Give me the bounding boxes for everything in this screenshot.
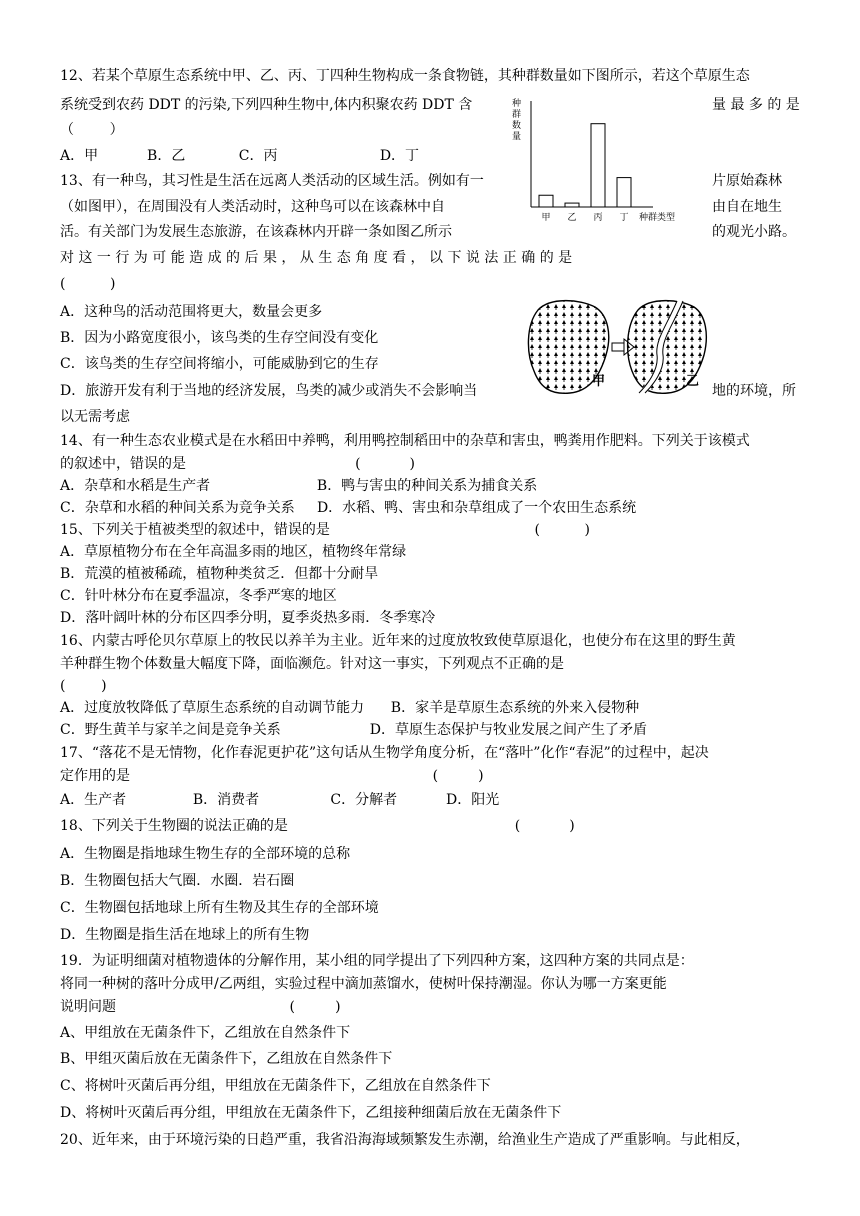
q17-line-2: 定作用的是 ( ) [60,768,484,784]
q13-line-1: 13、有一种鸟，其习性是生活在远离人类活动的区域生活。例如有一 [60,173,484,189]
population-bar-chart [505,92,705,224]
q14-line-2: 的叙述中，错误的是 ( ) [60,456,415,472]
q16-line-2: 羊种群生物个体数量大幅度下降，面临濒危。针对这一事实，下列观点不正确的是 [60,656,564,672]
q18-line-1: 18、下列关于生物圈的说法正确的是 ( ) [60,818,575,834]
q12-line-2-right: 量 最 多 的 是 [712,97,800,113]
q16-line-3: ( ) [60,678,107,694]
forest-svg [520,295,710,400]
y-axis-label-char: 数 [512,121,522,131]
q14-line-1: 14、有一种生态农业模式是在水稻田中养鸭，利用鸭控制稻田中的杂草和害虫，鸭粪用作肥料。下列关于该模式 [60,433,750,449]
q19-line-1: 19．为证明细菌对植物遗体的分解作用，某小组的同学提出了下列四种方案，这四种方案的共同点是： [60,953,694,969]
q13-option-b: B．因为小路宽度很小，该鸟类的生存空间没有变化 [60,330,379,346]
x-tick-label: 乙 [567,213,577,223]
q12-options: A．甲 B．乙 C．丙 D．丁 [60,148,420,164]
x-axis-label: 种群类型 [639,213,676,223]
q18-option-b: B．生物圈包括大气圈．水圈．岩石圈 [60,873,295,889]
q15-option-d: D．落叶阔叶林的分布区四季分明，夏季炎热多雨．冬季寒冷 [60,610,436,626]
q13-option-d: D．旅游开发有利于当地的经济发展，鸟类的减少或消失不会影响当 [60,383,478,399]
x-tick-label: 丁 [619,213,629,223]
q15-line-1: 15、下列关于植被类型的叙述中，错误的是 ( ) [60,522,590,538]
q12-line-1: 12、若某个草原生态系统中甲、乙、丙、丁四种生物构成一条食物链，其种群数量如下图所示，若这个草原生态 [60,68,750,84]
forest-label-b: 乙 [686,374,700,389]
q13-line-2: （如图甲），在周围没有人类活动时，这种鸟可以在该森林中自 [60,199,445,215]
chart-svg [505,92,705,224]
q19-option-a: A、甲组放在无菌条件下，乙组放在自然条件下 [60,1025,351,1041]
q15-option-b: B．荒漠的植被稀疏，植物种类贫乏．但都十分耐旱 [60,566,379,582]
bar-丙 [591,124,605,207]
q13-option-d-cont: 以无需考虑 [60,409,130,425]
q19-option-b: B、甲组灭菌后放在无菌条件下，乙组放在自然条件下 [60,1051,393,1067]
bar-乙 [565,203,579,207]
q14-options-cd: C．杂草和水稻的种间关系为竞争关系 D．水稻、鸭、害虫和杂草组成了一个农田生态系统 [60,500,637,516]
q13-option-d-right: 地的环境，所 [712,383,796,399]
y-axis-label-char: 种 [512,99,522,109]
q16-line-1: 16、内蒙古呼伦贝尔草原上的牧民以养羊为主业。近年来的过度放牧致使草原退化，也使分布在这里的野生黄 [60,633,736,649]
x-tick-label: 甲 [541,213,551,223]
q13-option-c: C．该鸟类的生存空间将缩小，可能威胁到它的生存 [60,356,379,372]
q12-line-2: 系统受到农药 DDT 的污染,下列四种生物中,体内积聚农药 DDT 含 [60,97,473,113]
x-tick-label: 丙 [593,213,603,223]
q19-line-2: 将同一种树的落叶分成甲/乙两组，实验过程中滴加蒸馏水，使树叶保持潮湿。你认为哪一方案更能 [60,976,667,992]
q17-line-1: 17、“落花不是无情物，化作春泥更护花”这句话从生物学角度分析，在“落叶”化作“春泥”的过程中，起决 [60,745,709,761]
q20-line-1: 20、近年来，由于环境污染的日趋严重，我省沿海海域频繁发生赤潮，给渔业生产造成了严重影响。与此相反， [60,1132,750,1148]
q15-option-a: A．草原植物分布在全年高温多雨的地区，植物终年常绿 [60,544,407,560]
q13-line-3: 活。有关部门为发展生态旅游，在该森林内开辟一条如图乙所示 [60,224,452,240]
forest-label-a: 甲 [592,374,606,389]
q18-option-a: A．生物圈是指地球生物生存的全部环境的总称 [60,846,351,862]
q13-line-2-right: 由自在地生 [712,199,782,215]
q19-option-d: D、将树叶灭菌后再分组，甲组放在无菌条件下，乙组接种细菌后放在无菌条件下 [60,1105,562,1121]
q13-line-4: 对 这 一 行 为 可 能 造 成 的 后 果 ， 从 生 态 角 度 看 ， 以 下 说 法 正 确 的 是 [60,250,573,266]
y-axis-label-char: 量 [512,132,522,142]
q18-option-c: C．生物圈包括地球上所有生物及其生存的全部环境 [60,900,379,916]
q12-line-3: （ ） [60,122,124,138]
q18-option-d: D．生物圈是指生活在地球上的所有生物 [60,927,310,943]
q19-option-c: C、将树叶灭菌后再分组，甲组放在无菌条件下，乙组放在自然条件下 [60,1078,491,1094]
bar-丁 [617,178,631,207]
q14-options-ab: A．杂草和水稻是生产者 B．鸭与害虫的种间关系为捕食关系 [60,478,538,494]
q17-options: A．生产者 B．消费者 C．分解者 D．阳光 [60,792,500,808]
q13-line-3-right: 的观光小路。 [712,224,796,240]
q13-line-1-right: 片原始森林 [712,173,782,189]
q15-option-c: C．针叶林分布在夏季温凉，冬季严寒的地区 [60,588,337,604]
q16-options-cd: C．野生黄羊与家羊之间是竞争关系 D．草原生态保护与牧业发展之间产生了矛盾 [60,722,647,738]
y-axis-label-char: 群 [512,110,522,120]
forest-figure [520,295,710,400]
bar-甲 [539,195,553,207]
q16-options-ab: A．过度放牧降低了草原生态系统的自动调节能力 B．家羊是草原生态系统的外来入侵物种 [60,700,640,716]
q19-line-3: 说明问题 ( ) [60,999,341,1015]
q13-option-a: A．这种鸟的活动范围将更大，数量会更多 [60,304,323,320]
arrow-shaft [612,343,624,351]
q13-line-5: ( ) [60,276,116,292]
